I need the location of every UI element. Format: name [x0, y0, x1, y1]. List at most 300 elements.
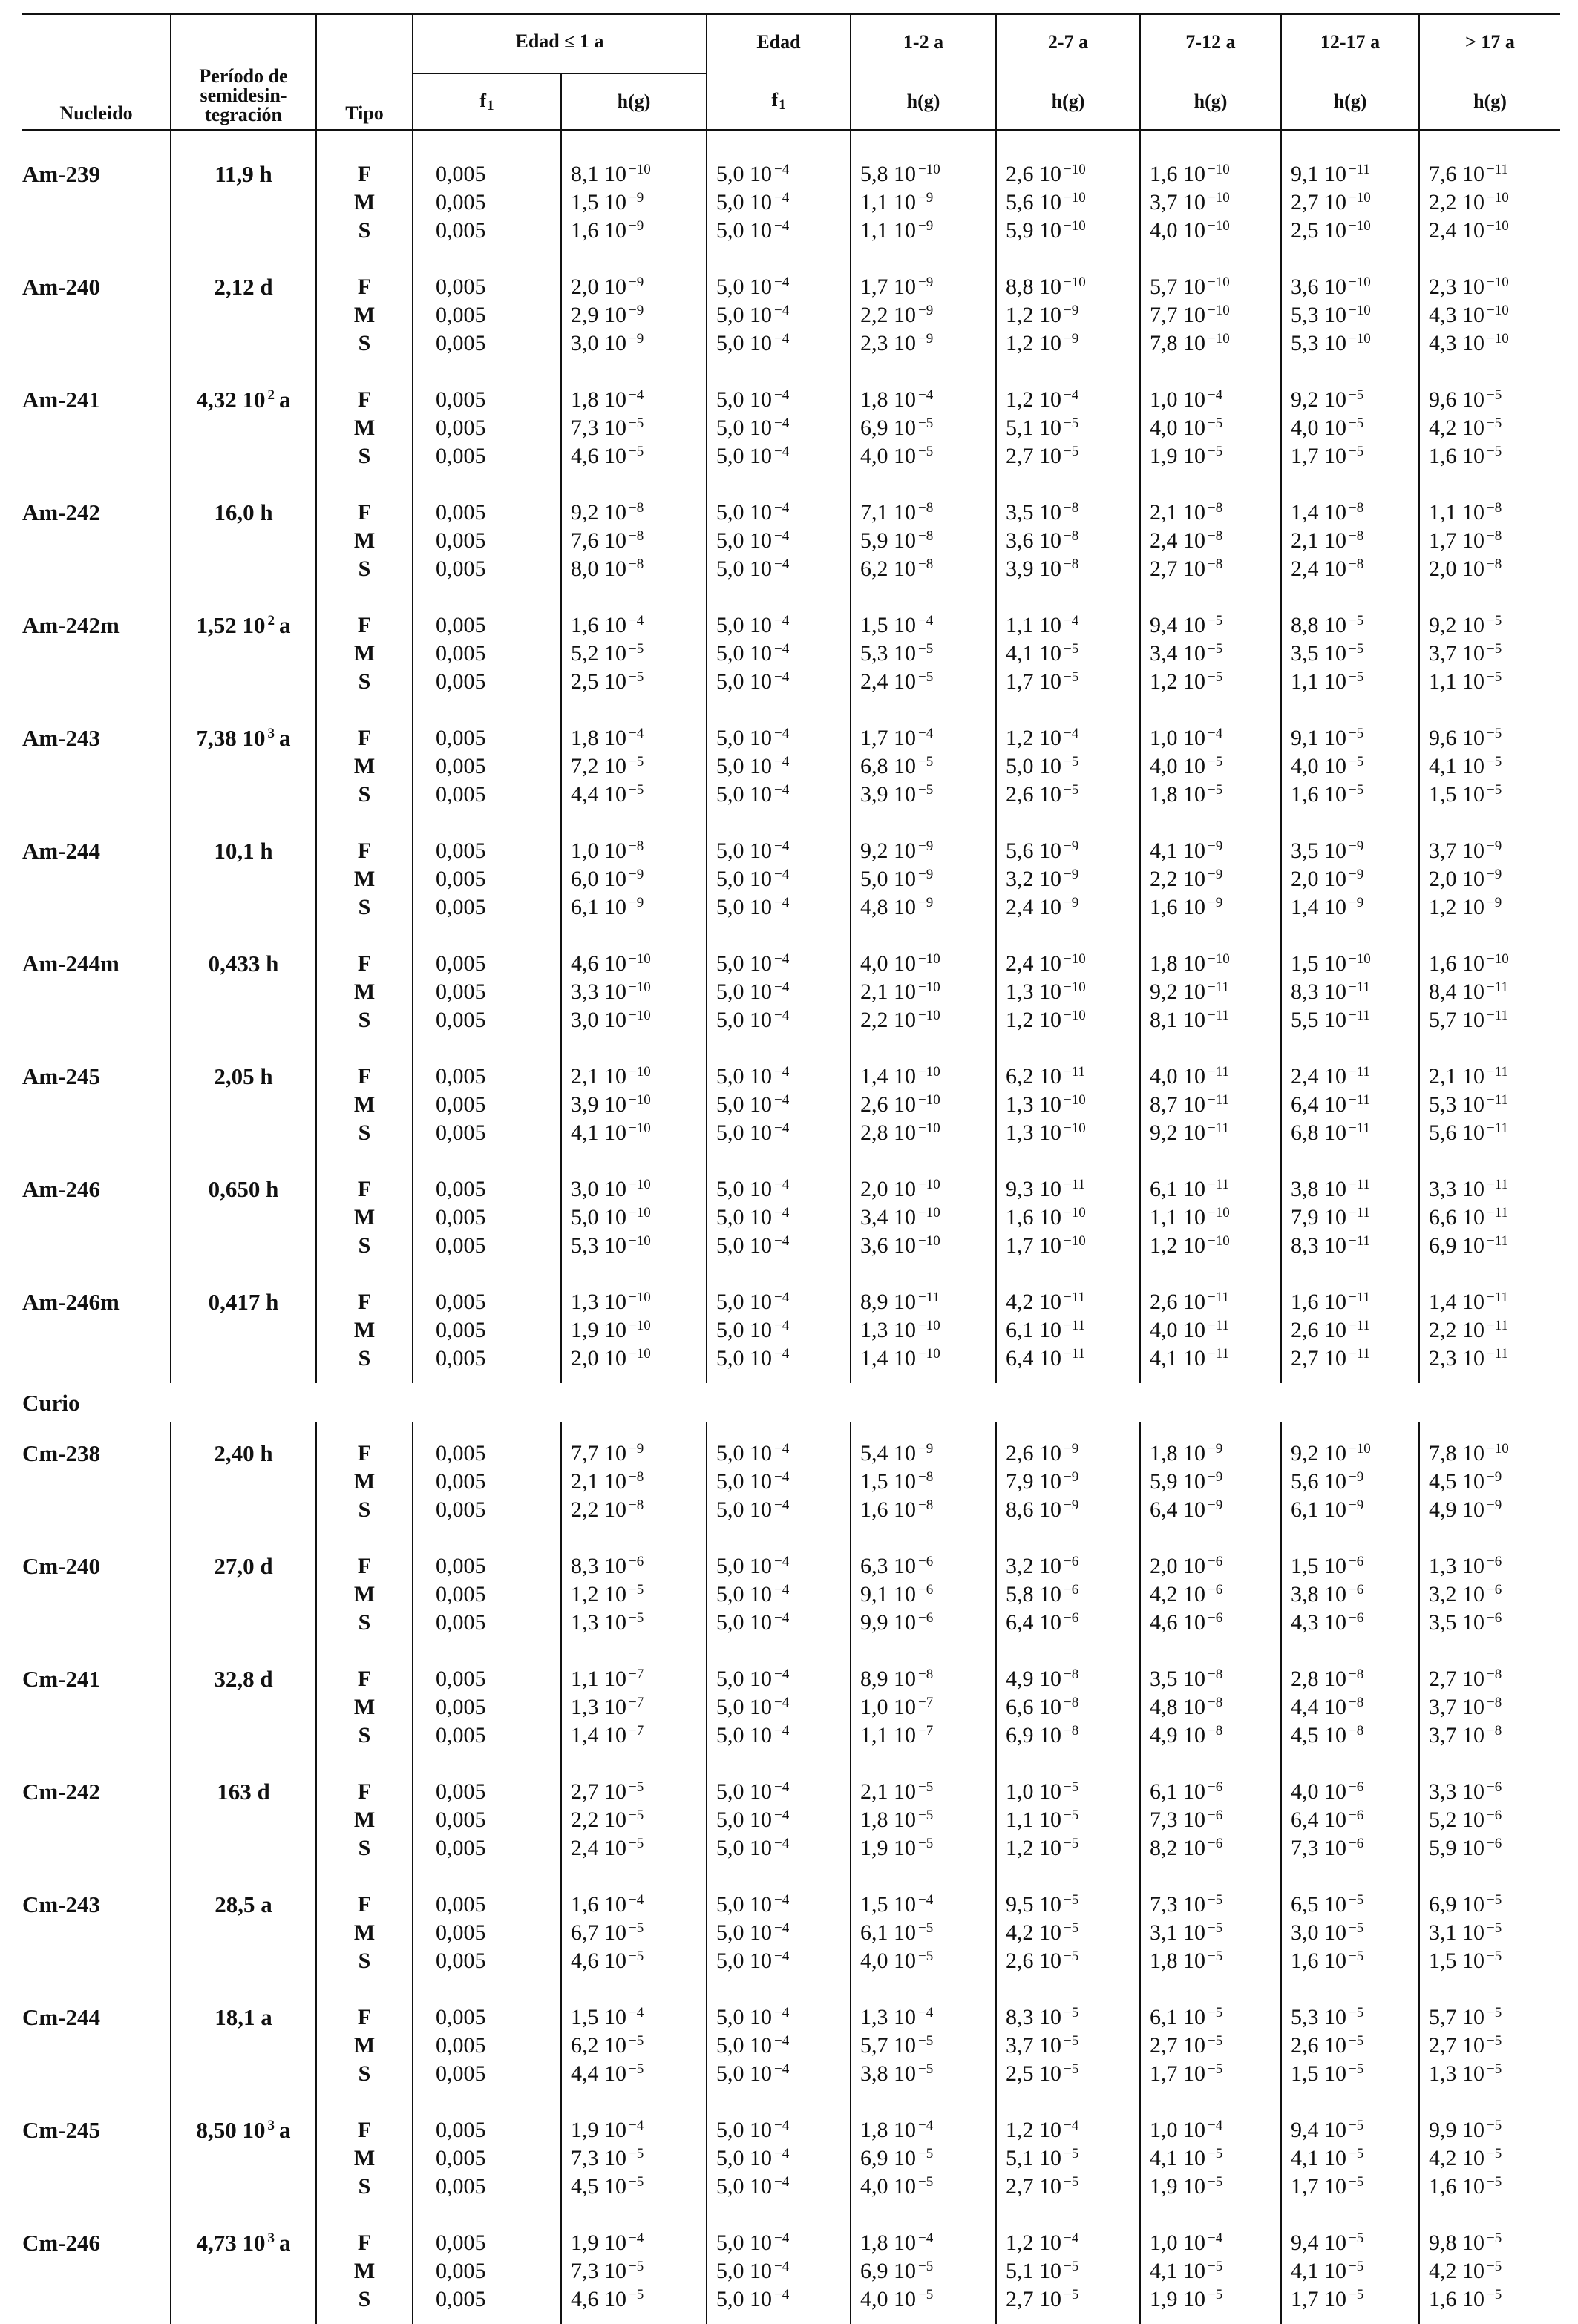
exponent: −8 [1487, 528, 1502, 544]
exponent: −10 [1064, 162, 1086, 177]
exponent: −10 [1208, 331, 1230, 347]
mantissa: 5,0 [716, 387, 744, 412]
mantissa: 5,3 [860, 641, 888, 666]
mantissa: 7,2 [571, 754, 599, 778]
coefficient-value: 2,8 10 $^{-8}$ [1291, 1667, 1364, 1691]
exponent: −5 [1064, 1808, 1079, 1823]
coefficient-value: 5,0 10 −4 [716, 2061, 790, 2086]
mantissa: 4,2 [1429, 2146, 1457, 2170]
coefficient-value: 4,0 10 $^{-5}$ [1150, 416, 1223, 440]
coefficient-value: 2,7 10 −5 [1150, 2033, 1223, 2058]
exponent: −11 [1208, 1092, 1230, 1108]
tipo-cell [316, 2098, 413, 2211]
coefficient-value: 1,9 10 −5 [1150, 2174, 1223, 2199]
f1-infant-cell [413, 130, 561, 255]
coefficient-value: 5,5 10 $^{-11}$ [1291, 1008, 1371, 1032]
f1-value: 0,005 [436, 1497, 486, 1522]
exponent: −11 [1487, 1177, 1509, 1192]
mantissa: 4,0 [1291, 1779, 1319, 1804]
coefficient-value: 2,6 10 −5 [1291, 2033, 1364, 2058]
value-cell-c [1140, 1647, 1281, 1760]
coefficient-value: 1,4 10 $^{-10}$ [860, 1064, 940, 1089]
exponent: −8 [918, 528, 934, 544]
value-cell-e [1419, 1986, 1560, 2098]
value-cell-b [996, 1873, 1140, 1986]
exponent: −5 [1064, 2061, 1079, 2077]
exponent: −10 [629, 979, 651, 995]
exponent: −4 [629, 2231, 644, 2246]
f1-infant-cell [413, 932, 561, 1045]
coefficient-value: 4,6 10 $^{-10}$ [571, 951, 651, 976]
exponent: −10 [1487, 190, 1509, 206]
mantissa: 4,3 [1429, 303, 1457, 327]
mantissa: 2,5 [1006, 2061, 1034, 2086]
exponent: −6 [1487, 1836, 1502, 1851]
header-hg-gt-17: h(g) [1419, 73, 1560, 130]
mantissa: 6,9 [1429, 1892, 1457, 1917]
coefficient-value: 1,7 10 −5 [1150, 2061, 1223, 2086]
value-cell-f2 [707, 130, 851, 255]
mantissa: 2,2 [1150, 867, 1178, 891]
mantissa: 6,6 [1429, 1205, 1457, 1230]
table-row [22, 255, 1560, 368]
value-cell-a [851, 1270, 996, 1383]
nucleido-cell: Cm-240 [22, 1553, 101, 1579]
exponent: −7 [629, 1695, 644, 1710]
f1-infant-cell [413, 1158, 561, 1270]
table-row [22, 2098, 1560, 2211]
coefficient-value: 5,0 10 $^{-4}$ [716, 1667, 790, 1691]
mantissa: 1,7 [1150, 2061, 1178, 2086]
mantissa: 4,1 [1291, 2146, 1319, 2170]
coefficient-value: 7,3 10 $^{-5}$ [571, 416, 644, 440]
exponent: −4 [774, 641, 790, 657]
tipo-value: S [358, 444, 371, 468]
tipo-value: S [358, 1346, 371, 1371]
value-cell-e [1419, 2098, 1560, 2211]
f1-value: 0,005 [436, 1346, 486, 1371]
section-heading-curio: Curio [22, 1390, 80, 1416]
exponent: −4 [1064, 387, 1079, 403]
exponent: −10 [1208, 951, 1230, 967]
mantissa: 5,0 [716, 500, 744, 525]
f1-value: 0,005 [436, 2231, 486, 2255]
value-cell-a [851, 130, 996, 255]
coefficient-value: 2,7 10 $^{-5}$ [571, 1779, 644, 1804]
coefficient-value: 6,7 10 −5 [571, 1920, 644, 1945]
tipo-value: F [357, 275, 372, 299]
coefficient-value: 1,7 10 $^{-8}$ [1429, 528, 1502, 553]
coefficient-value: 7,7 10 $^{-10}$ [1150, 303, 1230, 327]
mantissa: 2,4 [1150, 528, 1178, 553]
table-header [22, 14, 1560, 130]
exponent: −5 [629, 2033, 644, 2049]
f1-infant-cell [413, 481, 561, 594]
mantissa: 8,1 [1150, 1008, 1178, 1032]
exponent: −5 [1064, 416, 1079, 431]
mantissa: 5,0 [716, 895, 744, 919]
exponent: −5 [1208, 754, 1223, 769]
mantissa: 2,7 [1291, 1346, 1319, 1371]
value-cell-c [1140, 130, 1281, 255]
value-cell-d [1281, 1045, 1419, 1158]
mantissa: 1,4 [571, 1723, 599, 1747]
tipo-value: F [357, 2118, 372, 2142]
mantissa: 2,9 [571, 303, 599, 327]
mantissa: 3,5 [1291, 838, 1319, 863]
coefficient-value: 1,0 10 −4 [1150, 2118, 1223, 2142]
mantissa: 4,0 [1291, 754, 1319, 778]
coefficient-value: 2,4 10 $^{-5}$ [571, 1836, 644, 1860]
coefficient-value: 1,2 10 −4 [1006, 2231, 1079, 2255]
tipo-value: S [358, 2061, 371, 2086]
mantissa: 2,4 [1291, 1064, 1319, 1089]
coefficient-value: 5,0 10 $^{-4}$ [716, 190, 790, 214]
mantissa: 1,2 [1006, 2231, 1034, 2255]
coefficient-value: 2,0 10 $^{-9}$ [1429, 867, 1502, 891]
value-cell-d [1281, 368, 1419, 481]
f1-infant-cell [413, 2098, 561, 2211]
f1-value: 0,005 [436, 669, 486, 694]
coefficient-value: 2,4 10 $^{-10}$ [1429, 218, 1509, 243]
coefficient-value: 3,6 10 $^{-10}$ [1291, 275, 1371, 299]
mantissa: 1,1 [1429, 669, 1457, 694]
mantissa: 5,0 [716, 2259, 744, 2283]
coefficient-value: 1,4 10 $^{-10}$ [860, 1346, 940, 1371]
exponent: −4 [629, 387, 644, 403]
mantissa: 1,6 [860, 1497, 888, 1522]
exponent: −5 [918, 1949, 934, 1964]
mantissa: 2,6 [1006, 162, 1034, 186]
coefficient-value: 4,5 10 $^{-8}$ [1291, 1723, 1364, 1747]
coefficient-value: 9,4 10 −5 [1291, 2231, 1364, 2255]
header-age-gt-17: > 17 a [1419, 14, 1560, 73]
mantissa: 2,0 [1429, 557, 1457, 581]
half-life-cell [171, 1986, 316, 2098]
coefficient-value: 2,5 10 $^{-10}$ [1291, 218, 1371, 243]
coefficient-value: 8,1 10 $^{-11}$ [1150, 1008, 1230, 1032]
coefficient-value: 2,2 10 $^{-10}$ [860, 1008, 940, 1032]
coefficient-value: 5,0 10 $^{-4}$ [716, 1695, 790, 1719]
value-cell-b [996, 1986, 1140, 2098]
value-cell-a [851, 706, 996, 819]
coefficient-value: 1,7 10 $^{-10}$ [1006, 1233, 1086, 1258]
coefficient-value: 4,1 10 −5 [1291, 2146, 1364, 2170]
mantissa: 1,3 [1006, 979, 1034, 1004]
coefficient-value: 1,6 10 −5 [1429, 2287, 1502, 2311]
mantissa: 2,1 [571, 1064, 599, 1089]
exponent: −11 [1064, 1318, 1086, 1333]
exponent: −5 [1349, 641, 1364, 657]
mantissa: 5,3 [1429, 1092, 1457, 1117]
coefficient-value: 4,0 10 $^{-5}$ [860, 444, 934, 468]
f1-infant-cell [413, 1534, 561, 1647]
tipo-value: M [353, 1205, 376, 1230]
coefficient-value: 5,0 10 $^{-4}$ [716, 1346, 790, 1371]
half-life-cell [171, 706, 316, 819]
mantissa: 5,0 [716, 1177, 744, 1201]
value-cell-e [1419, 1158, 1560, 1270]
coefficient-value: 1,6 10 $^{-10}$ [1429, 951, 1509, 976]
mantissa: 5,0 [716, 1120, 744, 1145]
exponent: −5 [629, 2259, 644, 2274]
header-hg-infant: h(g) [561, 73, 707, 130]
f1-value: 0,005 [436, 528, 486, 553]
f1-value: 0,005 [436, 1892, 486, 1917]
header-age-2-7: 2-7 a [996, 14, 1140, 73]
mantissa: 5,0 [716, 782, 744, 807]
value-cell-e [1419, 368, 1560, 481]
mantissa: 1,4 [860, 1064, 888, 1089]
coefficient-value: 3,5 10 $^{-9}$ [1291, 838, 1364, 863]
tipo-cell [316, 932, 413, 1045]
half-life-value: 10,1 h [214, 838, 273, 864]
mantissa: 3,6 [1006, 528, 1034, 553]
f1-value: 0,005 [436, 1808, 486, 1832]
value-cell-a [851, 2098, 996, 2211]
f1-infant-cell [413, 255, 561, 368]
exponent: −6 [1064, 1554, 1079, 1569]
mantissa: 5,9 [1429, 1836, 1457, 1860]
coefficient-value: 1,8 10 $^{-4}$ [860, 387, 934, 412]
mantissa: 4,2 [1429, 416, 1457, 440]
mantissa: 1,2 [1006, 1008, 1034, 1032]
value-cell-b [996, 819, 1140, 932]
coefficient-value: 3,9 10 $^{-5}$ [860, 782, 934, 807]
mantissa: 1,2 [1006, 303, 1034, 327]
coefficient-value: 5,6 10 $^{-11}$ [1429, 1120, 1509, 1145]
exponent: −4 [918, 2118, 934, 2133]
exponent: −4 [774, 1695, 790, 1710]
mantissa: 9,1 [860, 1582, 888, 1606]
exponent: −4 [774, 2146, 790, 2161]
exponent: −6 [918, 1554, 934, 1569]
coefficient-value: 2,8 10 $^{-10}$ [860, 1120, 940, 1145]
mantissa: 2,8 [1291, 1667, 1319, 1691]
mantissa: 5,0 [716, 275, 744, 299]
mantissa: 1,0 [571, 838, 599, 863]
mantissa: 3,5 [1006, 500, 1034, 525]
coefficient-value: 5,0 10 $^{-4}$ [716, 1318, 790, 1342]
header-tipo: Tipo [316, 14, 413, 130]
coefficient-value: 8,3 10 $^{-11}$ [1291, 1233, 1371, 1258]
exponent: −4 [774, 979, 790, 995]
mantissa: 3,7 [1150, 190, 1178, 214]
value-cell-e [1419, 1760, 1560, 1873]
tipo-value: M [353, 1920, 376, 1945]
mantissa: 1,5 [571, 190, 599, 214]
coefficient-value: 3,8 10 $^{-11}$ [1291, 1177, 1371, 1201]
header-hg-7-12: h(g) [1140, 73, 1281, 130]
coefficient-value: 1,8 10 $^{-4}$ [571, 387, 644, 412]
mantissa: 5,0 [716, 1808, 744, 1832]
coefficient-value: 1,9 10 $^{-5}$ [860, 1836, 934, 1860]
exponent: −10 [1349, 303, 1371, 318]
mantissa: 2,3 [1429, 1346, 1457, 1371]
mantissa: 5,0 [716, 613, 744, 637]
mantissa: 2,1 [860, 1779, 888, 1804]
exponent: −8 [1487, 1695, 1502, 1710]
mantissa: 1,5 [1291, 2061, 1319, 2086]
mantissa: 2,4 [1006, 951, 1034, 976]
coefficient-value: 4,4 10 $^{-5}$ [571, 782, 644, 807]
exponent: −5 [1487, 726, 1502, 741]
mantissa: 2,1 [1291, 528, 1319, 553]
coefficient-value: 3,5 10 $^{-8}$ [1006, 500, 1079, 525]
f1-value: 0,005 [436, 2033, 486, 2058]
exponent: −4 [774, 1723, 790, 1739]
coefficient-value: 4,0 10 −5 [860, 1949, 934, 1973]
mantissa: 3,7 [1429, 1723, 1457, 1747]
mantissa: 2,4 [1429, 218, 1457, 243]
coefficient-value: 4,1 10 $^{-5}$ [1429, 754, 1502, 778]
f1-value: 0,005 [436, 275, 486, 299]
coefficient-value: 7,7 10 $^{-9}$ [571, 1441, 644, 1465]
nucleido-cell: Cm-241 [22, 1666, 101, 1692]
exponent: −5 [1349, 669, 1364, 685]
coefficient-value: 1,2 10 $^{-5}$ [1006, 1836, 1079, 1860]
f1-infant-cell [413, 2211, 561, 2324]
mantissa: 4,9 [1429, 1497, 1457, 1522]
coefficient-value: 6,1 10 −5 [1150, 2005, 1223, 2029]
coefficient-value: 7,6 10 $^{-8}$ [571, 528, 644, 553]
coefficient-value: 5,0 10 −4 [716, 1892, 790, 1917]
coefficient-value: 4,6 10 −5 [571, 2287, 644, 2311]
tipo-value: S [358, 782, 371, 807]
f1-value: 0,005 [436, 416, 486, 440]
mantissa: 3,1 [1429, 1920, 1457, 1945]
value-cell-f2 [707, 819, 851, 932]
exponent: −5 [629, 1836, 644, 1851]
exponent: −10 [1349, 218, 1371, 234]
exponent: −5 [629, 754, 644, 769]
exponent: −5 [1487, 669, 1502, 685]
exponent: −4 [1208, 2118, 1223, 2133]
exponent: −4 [774, 1497, 790, 1513]
mantissa: 7,6 [1429, 162, 1457, 186]
exponent: −4 [774, 2033, 790, 2049]
table-row [22, 130, 1560, 255]
mantissa: 3,8 [1291, 1177, 1319, 1201]
exponent: −4 [774, 669, 790, 685]
mantissa: 8,9 [860, 1667, 888, 1691]
mantissa: 9,2 [1429, 613, 1457, 637]
exponent: −8 [1064, 1723, 1079, 1739]
exponent: −6 [1487, 1808, 1502, 1823]
exponent: −10 [918, 1092, 940, 1108]
coefficient-value: 1,6 10 $^{-11}$ [1291, 1290, 1371, 1314]
mantissa: 1,0 [1150, 387, 1178, 412]
mantissa: 1,5 [1291, 1554, 1319, 1578]
exponent: −11 [1064, 1346, 1086, 1362]
exponent: −11 [1349, 1205, 1371, 1221]
mantissa: 8,7 [1150, 1092, 1178, 1117]
value-cell-e [1419, 1422, 1560, 1534]
exponent: −5 [629, 416, 644, 431]
mantissa: 5,0 [1006, 754, 1034, 778]
coefficient-value: 4,2 10 $^{-5}$ [1429, 416, 1502, 440]
coefficient-value: 1,2 10 $^{-5}$ [571, 1582, 644, 1606]
tipo-value: F [357, 1892, 372, 1917]
coefficient-value: 5,0 10 $^{-4}$ [716, 867, 790, 891]
coefficient-value: 1,5 10 $^{-9}$ [571, 190, 644, 214]
mantissa: 4,6 [571, 2287, 599, 2311]
f1-value: 0,005 [436, 754, 486, 778]
f1-value: 0,005 [436, 2174, 486, 2199]
exponent: −9 [1064, 303, 1079, 318]
mantissa: 5,2 [571, 641, 599, 666]
exponent: −5 [1208, 669, 1223, 685]
mantissa: 4,5 [571, 2174, 599, 2199]
exponent: −4 [918, 2005, 934, 2021]
f1-value: 0,005 [436, 2287, 486, 2311]
coefficient-value: 4,4 10 −5 [571, 2061, 644, 2086]
coefficient-value: 5,0 10 $^{-4}$ [716, 416, 790, 440]
exponent: −8 [918, 1469, 934, 1485]
mantissa: 4,0 [1150, 416, 1178, 440]
exponent: −4 [774, 1092, 790, 1108]
coefficient-value: 4,1 10 −5 [1150, 2259, 1223, 2283]
exponent: −8 [1349, 1695, 1364, 1710]
coefficient-value: 1,6 10 $^{-10}$ [1150, 162, 1230, 186]
exponent: −5 [1208, 2033, 1223, 2049]
value-cell-b [996, 1270, 1140, 1383]
value-cell-h1 [561, 1873, 707, 1986]
exponent: −6 [1349, 1582, 1364, 1598]
mantissa: 5,6 [1291, 1469, 1319, 1494]
exponent: −10 [1064, 1233, 1086, 1249]
mantissa: 1,3 [1429, 2061, 1457, 2086]
exponent: −10 [918, 162, 940, 177]
coefficient-value: 5,0 10 $^{-4}$ [716, 444, 790, 468]
mantissa: 2,6 [1150, 1290, 1178, 1314]
tipo-value: M [353, 1582, 376, 1606]
coefficient-value: 5,0 10 $^{-4}$ [716, 275, 790, 299]
table-row [22, 819, 1560, 932]
exponent: −5 [1349, 2287, 1364, 2302]
mantissa: 2,0 [860, 1177, 888, 1201]
coefficient-value: 4,5 10 −5 [571, 2174, 644, 2199]
coefficient-value: 4,0 10 −5 [860, 2287, 934, 2311]
value-cell-f2 [707, 1647, 851, 1760]
f1-value: 0,005 [436, 1723, 486, 1747]
exponent: −9 [629, 275, 644, 290]
tipo-value: S [358, 1723, 371, 1747]
coefficient-value: 4,2 10 −5 [1429, 2146, 1502, 2170]
value-cell-b [996, 594, 1140, 706]
value-cell-d [1281, 594, 1419, 706]
coefficient-value: 9,5 10 −5 [1006, 1892, 1079, 1917]
mantissa: 8,8 [1006, 275, 1034, 299]
tipo-value: F [357, 1177, 372, 1201]
mantissa: 5,0 [716, 1695, 744, 1719]
mantissa: 2,0 [571, 1346, 599, 1371]
tipo-value: S [358, 1497, 371, 1522]
mantissa: 7,8 [1429, 1441, 1457, 1465]
coefficient-value: 1,1 10 $^{-5}$ [1006, 1808, 1079, 1832]
tipo-value: F [357, 1290, 372, 1314]
header-f1-other: f1 [707, 73, 851, 130]
f1-value: 0,005 [436, 979, 486, 1004]
coefficient-value: 5,0 10 $^{-4}$ [716, 838, 790, 863]
coefficient-value: 1,3 10 $^{-10}$ [1006, 979, 1086, 1004]
coefficient-value: 9,4 10 $^{-5}$ [1150, 613, 1223, 637]
coefficient-value: 5,0 10 −4 [716, 2118, 790, 2142]
coefficient-value: 6,9 10 −5 [1429, 1892, 1502, 1917]
coefficient-value: 4,5 10 $^{-9}$ [1429, 1469, 1502, 1494]
exponent: −5 [1349, 1920, 1364, 1936]
value-cell-h1 [561, 2098, 707, 2211]
